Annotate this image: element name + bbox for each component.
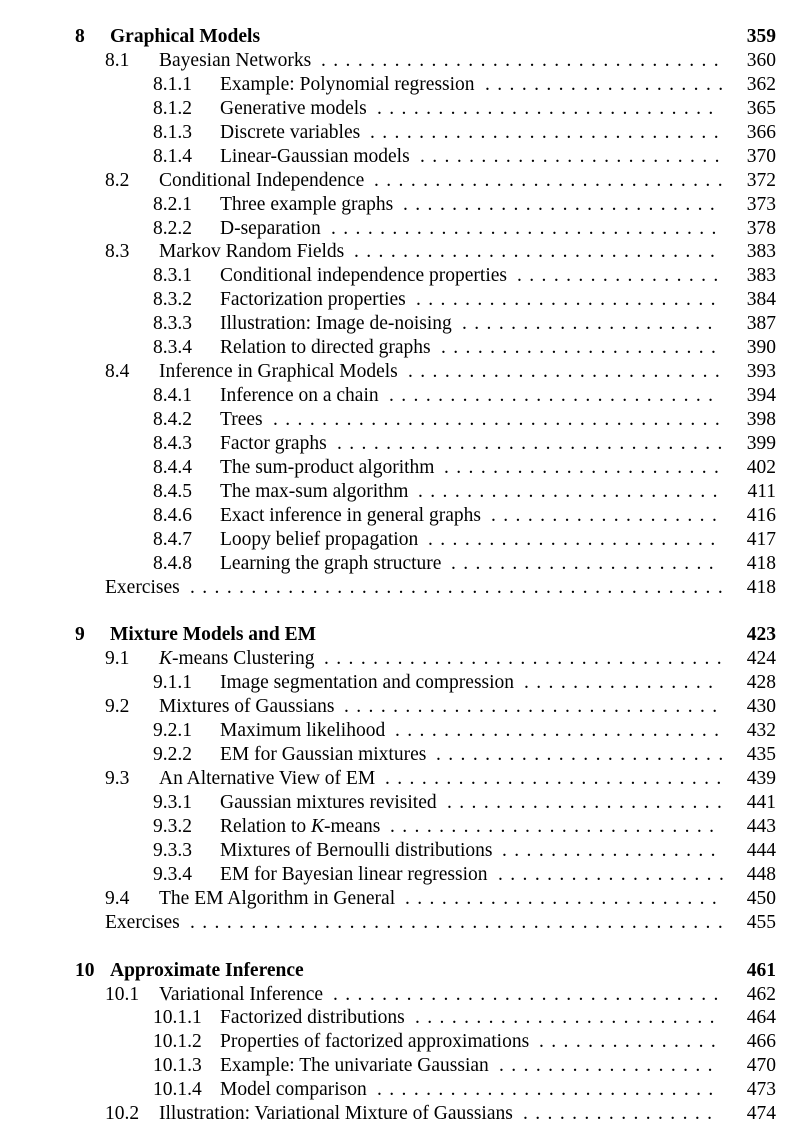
section-number: 9.1 — [105, 648, 130, 670]
toc-subsection-row[interactable] — [0, 671, 804, 695]
toc-subsection-row[interactable] — [0, 456, 804, 480]
subsection-title: EM for Gaussian mixtures — [220, 743, 432, 767]
subsection-title: Gaussian mixtures revisited — [220, 791, 443, 815]
subsection-number: 8.3.4 — [153, 337, 192, 359]
toc-subsection-row[interactable] — [0, 1054, 804, 1078]
dot-leader: .................... — [485, 73, 731, 95]
exercises-title: Exercises — [105, 911, 186, 935]
dot-leader: ......................... — [418, 480, 725, 502]
section-number: 8.2 — [105, 169, 130, 191]
toc-subsection-row[interactable] — [0, 1006, 804, 1030]
subsection-page: 399 — [746, 432, 776, 454]
toc-subsection-row[interactable] — [0, 336, 804, 360]
section-number: 9.3 — [105, 768, 130, 790]
section-number: 8.3 — [105, 241, 130, 263]
section-number: 8.1 — [105, 49, 130, 71]
toc-subsection-row[interactable] — [0, 97, 804, 121]
toc-chapter-row[interactable] — [0, 959, 804, 983]
subsection-page: 443 — [746, 815, 776, 837]
dot-leader: .................. — [499, 1055, 720, 1077]
dot-leader: ..................... — [462, 313, 720, 335]
subsection-title: Properties of factorized approximations — [220, 1030, 535, 1054]
subsection-title: Model comparison — [220, 1078, 373, 1102]
subsection-title: Image segmentation and compression — [220, 671, 520, 695]
dot-leader: ................... — [491, 504, 725, 526]
dot-leader: ................................ — [331, 217, 724, 239]
exercises-page: 455 — [746, 911, 776, 933]
dot-leader: ..................................... — [273, 409, 728, 430]
subsection-number: 8.3.3 — [153, 313, 192, 335]
subsection-number: 10.1.2 — [153, 1031, 202, 1053]
subsection-title: Factorization properties — [220, 288, 412, 312]
toc-subsection-row[interactable] — [0, 264, 804, 288]
subsection-page: 444 — [746, 839, 776, 861]
subsection-title: Illustration: Image de-noising — [220, 312, 458, 336]
toc-exercises-row[interactable] — [0, 576, 804, 600]
subsection-number: 9.3.1 — [153, 792, 192, 813]
subsection-page: 362 — [746, 73, 776, 95]
toc-section-row[interactable] — [0, 1102, 804, 1126]
subsection-page: 435 — [746, 744, 776, 766]
subsection-number: 8.2.2 — [153, 217, 192, 239]
subsection-page: 448 — [746, 863, 776, 885]
subsection-title: Mixtures of Bernoulli distributions — [220, 839, 498, 863]
toc-subsection-row[interactable] — [0, 121, 804, 145]
dot-leader: ............................ — [377, 97, 721, 119]
toc-subsection-row[interactable] — [0, 719, 804, 743]
subsection-page: 378 — [746, 217, 776, 239]
toc-subsection-row[interactable] — [0, 217, 804, 241]
toc-section-row[interactable] — [0, 360, 804, 384]
exercises-title: Exercises — [105, 576, 186, 600]
dot-leader: ............................... — [344, 696, 725, 718]
subsection-number: 8.4.1 — [153, 385, 192, 407]
dot-leader: ............... — [539, 1031, 724, 1053]
dot-leader: ................ — [524, 672, 721, 694]
section-page: 360 — [746, 49, 776, 71]
subsection-number: 9.3.2 — [153, 815, 192, 837]
subsection-page: 373 — [746, 193, 776, 215]
dot-leader: ...................... — [451, 552, 722, 574]
section-page: 439 — [746, 768, 776, 790]
subsection-title: Example: Polynomial regression — [220, 73, 481, 97]
subsection-page: 383 — [746, 265, 776, 287]
subsection-title: Factorized distributions — [220, 1006, 411, 1030]
subsection-title: Factor graphs — [220, 432, 333, 456]
dot-leader: .............................. — [354, 241, 723, 263]
dot-leader: ........................ — [436, 744, 731, 766]
subsection-number: 10.1.4 — [153, 1079, 202, 1101]
dot-leader: .................. — [502, 839, 723, 861]
subsection-title: Exact inference in general graphs — [220, 504, 487, 528]
toc-section-row[interactable] — [0, 49, 804, 73]
chapter-gap — [0, 935, 804, 959]
subsection-title: D-separation — [220, 217, 327, 241]
toc-section-row[interactable] — [0, 767, 804, 791]
dot-leader: ............................................ — [190, 576, 731, 598]
section-number: 10.2 — [105, 1103, 140, 1125]
section-number: 10.1 — [105, 983, 140, 1005]
subsection-page: 398 — [746, 409, 776, 430]
subsection-number: 8.2.1 — [153, 193, 192, 215]
dot-leader: ......................... — [416, 289, 723, 311]
subsection-page: 402 — [746, 456, 776, 478]
chapter-title: Approximate Inference — [110, 959, 304, 981]
dot-leader: ................ — [523, 1103, 720, 1125]
subsection-page: 394 — [746, 385, 776, 407]
subsection-title: Inference on a chain — [220, 384, 385, 408]
subsection-page: 418 — [746, 552, 776, 574]
subsection-page: 466 — [746, 1031, 776, 1053]
toc-subsection-row[interactable] — [0, 312, 804, 336]
chapter-number: 8 — [75, 26, 85, 47]
dot-leader: ................................ — [333, 983, 726, 1005]
subsection-number: 8.3.2 — [153, 289, 192, 311]
subsection-title: Generative models — [220, 97, 373, 121]
subsection-number: 8.4.6 — [153, 504, 192, 526]
dot-leader: ........................ — [428, 528, 723, 550]
subsection-title: Loopy belief propagation — [220, 528, 424, 552]
section-page: 424 — [746, 648, 776, 670]
dot-leader: ............................. — [374, 169, 730, 191]
subsection-number: 9.2.2 — [153, 744, 192, 766]
dot-leader: ................. — [517, 265, 726, 287]
section-page: 383 — [746, 241, 776, 263]
toc-subsection-row[interactable] — [0, 1078, 804, 1102]
subsection-page: 416 — [746, 504, 776, 526]
chapter-page: 423 — [746, 624, 776, 646]
toc-section-row[interactable] — [0, 169, 804, 193]
subsection-number: 9.3.4 — [153, 863, 192, 885]
subsection-number: 8.4.3 — [153, 432, 192, 454]
dot-leader: ....................... — [444, 456, 727, 478]
section-title: Bayesian Networks — [159, 49, 317, 73]
subsection-title: Trees — [220, 408, 269, 432]
subsection-title: The max-sum algorithm — [220, 480, 414, 504]
toc-subsection-row[interactable] — [0, 528, 804, 552]
section-page: 450 — [746, 887, 776, 909]
subsection-title: Example: The univariate Gaussian — [220, 1054, 495, 1078]
section-number: 9.2 — [105, 696, 130, 718]
subsection-page: 432 — [746, 720, 776, 742]
subsection-title: Linear-Gaussian models — [220, 145, 416, 169]
subsection-title: Learning the graph structure — [220, 552, 447, 576]
dot-leader: ............................ — [385, 768, 729, 790]
dot-leader: ................................ — [337, 432, 730, 454]
toc-section-row[interactable] — [0, 647, 804, 671]
section-page: 462 — [746, 983, 776, 1005]
dot-leader: ................... — [498, 863, 732, 885]
subsection-page: 473 — [746, 1079, 776, 1101]
section-title: K-means Clustering — [159, 647, 320, 671]
dot-leader: ........................... — [390, 815, 722, 837]
subsection-page: 417 — [746, 528, 776, 550]
section-page: 393 — [746, 361, 776, 383]
section-title: The EM Algorithm in General — [159, 887, 401, 911]
subsection-number: 8.1.2 — [153, 97, 192, 119]
dot-leader: .......................... — [403, 193, 723, 215]
subsection-title: Discrete variables — [220, 121, 366, 145]
toc-subsection-row[interactable] — [0, 863, 804, 887]
subsection-number: 8.3.1 — [153, 265, 192, 287]
dot-leader: .......................... — [408, 361, 728, 383]
dot-leader: ........................... — [395, 720, 727, 742]
toc-subsection-row[interactable] — [0, 815, 804, 839]
subsection-page: 387 — [746, 313, 776, 335]
dot-leader: ............................................ — [190, 911, 731, 933]
subsection-page: 441 — [746, 792, 776, 813]
toc-subsection-row[interactable] — [0, 73, 804, 97]
chapter-title: Mixture Models and EM — [110, 624, 317, 646]
section-title: Variational Inference — [159, 983, 329, 1007]
dot-leader: ................................. — [321, 49, 727, 71]
dot-leader: ............................ — [377, 1079, 721, 1101]
dot-leader: ....................... — [447, 792, 730, 813]
toc-subsection-row[interactable] — [0, 408, 804, 432]
chapter-number: 10 — [75, 959, 95, 981]
section-title: Conditional Independence — [159, 169, 370, 193]
toc-section-row[interactable] — [0, 887, 804, 911]
subsection-number: 10.1.3 — [153, 1055, 202, 1077]
chapter-title: Graphical Models — [110, 26, 261, 47]
table-of-contents — [0, 25, 804, 1126]
subsection-number: 8.4.7 — [153, 528, 192, 550]
toc-section-row[interactable] — [0, 983, 804, 1007]
subsection-title: Three example graphs — [220, 193, 399, 217]
toc-subsection-row[interactable] — [0, 288, 804, 312]
dot-leader: ......................... — [415, 1007, 722, 1029]
chapter-page: 359 — [746, 26, 776, 47]
toc-subsection-row[interactable] — [0, 432, 804, 456]
subsection-title: Relation to K-means — [220, 815, 386, 839]
subsection-page: 411 — [747, 480, 776, 502]
subsection-page: 365 — [746, 97, 776, 119]
subsection-number: 8.1.1 — [153, 73, 192, 95]
subsection-number: 8.1.3 — [153, 121, 192, 143]
subsection-number: 8.4.5 — [153, 480, 192, 502]
subsection-number: 9.1.1 — [153, 672, 192, 694]
section-title: An Alternative View of EM — [159, 767, 381, 791]
dot-leader: ............................. — [370, 121, 726, 143]
section-title: Inference in Graphical Models — [159, 360, 404, 384]
section-page: 430 — [746, 696, 776, 718]
chapter-gap — [0, 600, 804, 624]
subsection-title: EM for Bayesian linear regression — [220, 863, 494, 887]
toc-subsection-row[interactable] — [0, 504, 804, 528]
section-page: 372 — [746, 169, 776, 191]
subsection-page: 470 — [746, 1055, 776, 1077]
subsection-title: Conditional independence properties — [220, 264, 513, 288]
section-title: Mixtures of Gaussians — [159, 695, 340, 719]
subsection-number: 8.1.4 — [153, 145, 192, 167]
section-number: 9.4 — [105, 887, 130, 909]
section-number: 8.4 — [105, 361, 130, 383]
subsection-title: Relation to directed graphs — [220, 336, 437, 360]
subsection-number: 8.4.2 — [153, 409, 192, 430]
section-title: Markov Random Fields — [159, 240, 350, 264]
subsection-page: 390 — [746, 337, 776, 359]
toc-subsection-row[interactable] — [0, 552, 804, 576]
subsection-number: 8.4.8 — [153, 552, 192, 574]
toc-subsection-row[interactable] — [0, 791, 804, 815]
dot-leader: ....................... — [441, 337, 724, 359]
subsection-number: 8.4.4 — [153, 456, 192, 478]
toc-subsection-row[interactable] — [0, 743, 804, 767]
subsection-page: 366 — [746, 121, 776, 143]
dot-leader: ........................... — [389, 385, 721, 407]
subsection-page: 464 — [746, 1007, 776, 1029]
toc-section-row[interactable] — [0, 695, 804, 719]
dot-leader: ................................. — [324, 648, 730, 670]
section-title: Illustration: Variational Mixture of Gaussians — [159, 1102, 519, 1126]
toc-subsection-row[interactable] — [0, 145, 804, 169]
subsection-number: 10.1.1 — [153, 1007, 202, 1029]
toc-exercises-row[interactable] — [0, 911, 804, 935]
subsection-title: Maximum likelihood — [220, 719, 391, 743]
toc-subsection-row[interactable] — [0, 384, 804, 408]
section-page: 474 — [746, 1103, 776, 1125]
subsection-page: 370 — [746, 145, 776, 167]
dot-leader: .......................... — [405, 887, 725, 909]
toc-subsection-row[interactable] — [0, 480, 804, 504]
subsection-page: 384 — [746, 289, 776, 311]
dot-leader: ......................... — [420, 145, 727, 167]
toc-subsection-row[interactable] — [0, 839, 804, 863]
toc-chapter-row[interactable] — [0, 623, 804, 647]
chapter-number: 9 — [75, 624, 85, 646]
subsection-number: 9.2.1 — [153, 720, 192, 742]
toc-subsection-row[interactable] — [0, 1030, 804, 1054]
subsection-number: 9.3.3 — [153, 839, 192, 861]
toc-chapter-row[interactable] — [0, 25, 804, 49]
subsection-title: The sum-product algorithm — [220, 456, 440, 480]
subsection-page: 428 — [746, 672, 776, 694]
exercises-page: 418 — [746, 576, 776, 598]
toc-subsection-row[interactable] — [0, 193, 804, 217]
chapter-page: 461 — [746, 959, 776, 981]
toc-section-row[interactable] — [0, 240, 804, 264]
